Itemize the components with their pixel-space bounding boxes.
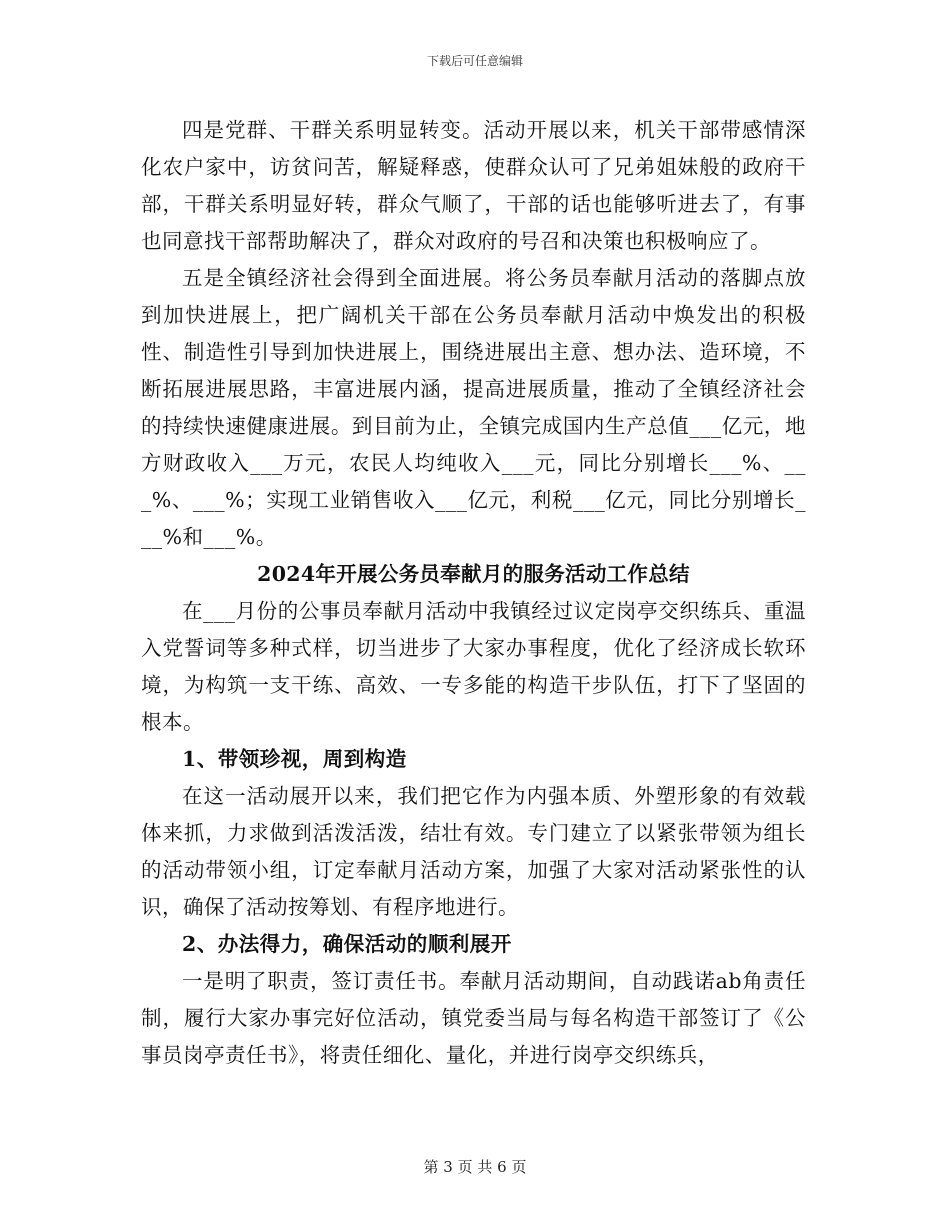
page-footer: 第 3 页 共 6 页 [423, 1158, 527, 1176]
section-title: 2024年开展公务员奉献月的服务活动工作总结 [257, 562, 690, 586]
page-header: 下载后可任意编辑 [426, 54, 523, 68]
paragraph-measures: 一是明了职责，签订责任书。奉献月活动期间，自动践诺ab角责任制，履行大家办事完好位活动，镇党委当局与每名构造干部签订了《公事员岗亭责任书》，将责任细化、量化，并进行岗亭交织练兵， [141, 969, 806, 1067]
heading-leadership: 1、带领珍视，周到构造 [182, 747, 407, 771]
paragraph-leadership: 在这一活动展开以来，我们把它作为内强本质、外塑形象的有效载体来抓，力求做到活泼活泼，结壮有效。专门建立了以紧张带领为组长的活动带领小组，订定奉献月活动方案，加强了大家对活动紧张性的认识，确保了活动按筹划、有程序地进行。 [141, 784, 806, 919]
paragraph-intro: 在___月份的公事员奉献月活动中我镇经过议定岗亭交织练兵、重温入党誓词等多种式样，切当进步了大家办事程度，优化了经济成长软环境，为构筑一支干练、高效、一专多能的构造干步队伍，打下了坚固的根本。 [141, 599, 806, 734]
heading-measures: 2、办法得力，确保活动的顺利展开 [182, 932, 512, 956]
document-body [141, 112, 806, 1074]
paragraph-economic-progress: 五是全镇经济社会得到全面进展。将公务员奉献月活动的落脚点放到加快进展上，把广阔机关干部在公务员奉献月活动中焕发出的积极性、制造性引导到加快进展上，围绕进展出主意、想办法、造环境，不断拓展进展思路，丰富进展内涵，提高进展质量，推动了全镇经济社会的持续快速健康进展。到目前为止，全镇完成国内生产总值___亿元，地方财政收入___万元，农民人均纯收入___元，同比分别增长___%、___%、___%；实现工业销售收入___亿元，利税___亿元，同比分别增长___%和___%。 [141, 266, 806, 549]
paragraph-party-relations: 四是党群、干群关系明显转变。活动开展以来，机关干部带感情深化农户家中，访贫问苦，解疑释惑，使群众认可了兄弟姐妹般的政府干部，干群关系明显好转，群众气顺了，干部的话也能够听进去了，有事也同意找干部帮助解决了，群众对政府的号召和决策也积极响应了。 [141, 118, 806, 253]
